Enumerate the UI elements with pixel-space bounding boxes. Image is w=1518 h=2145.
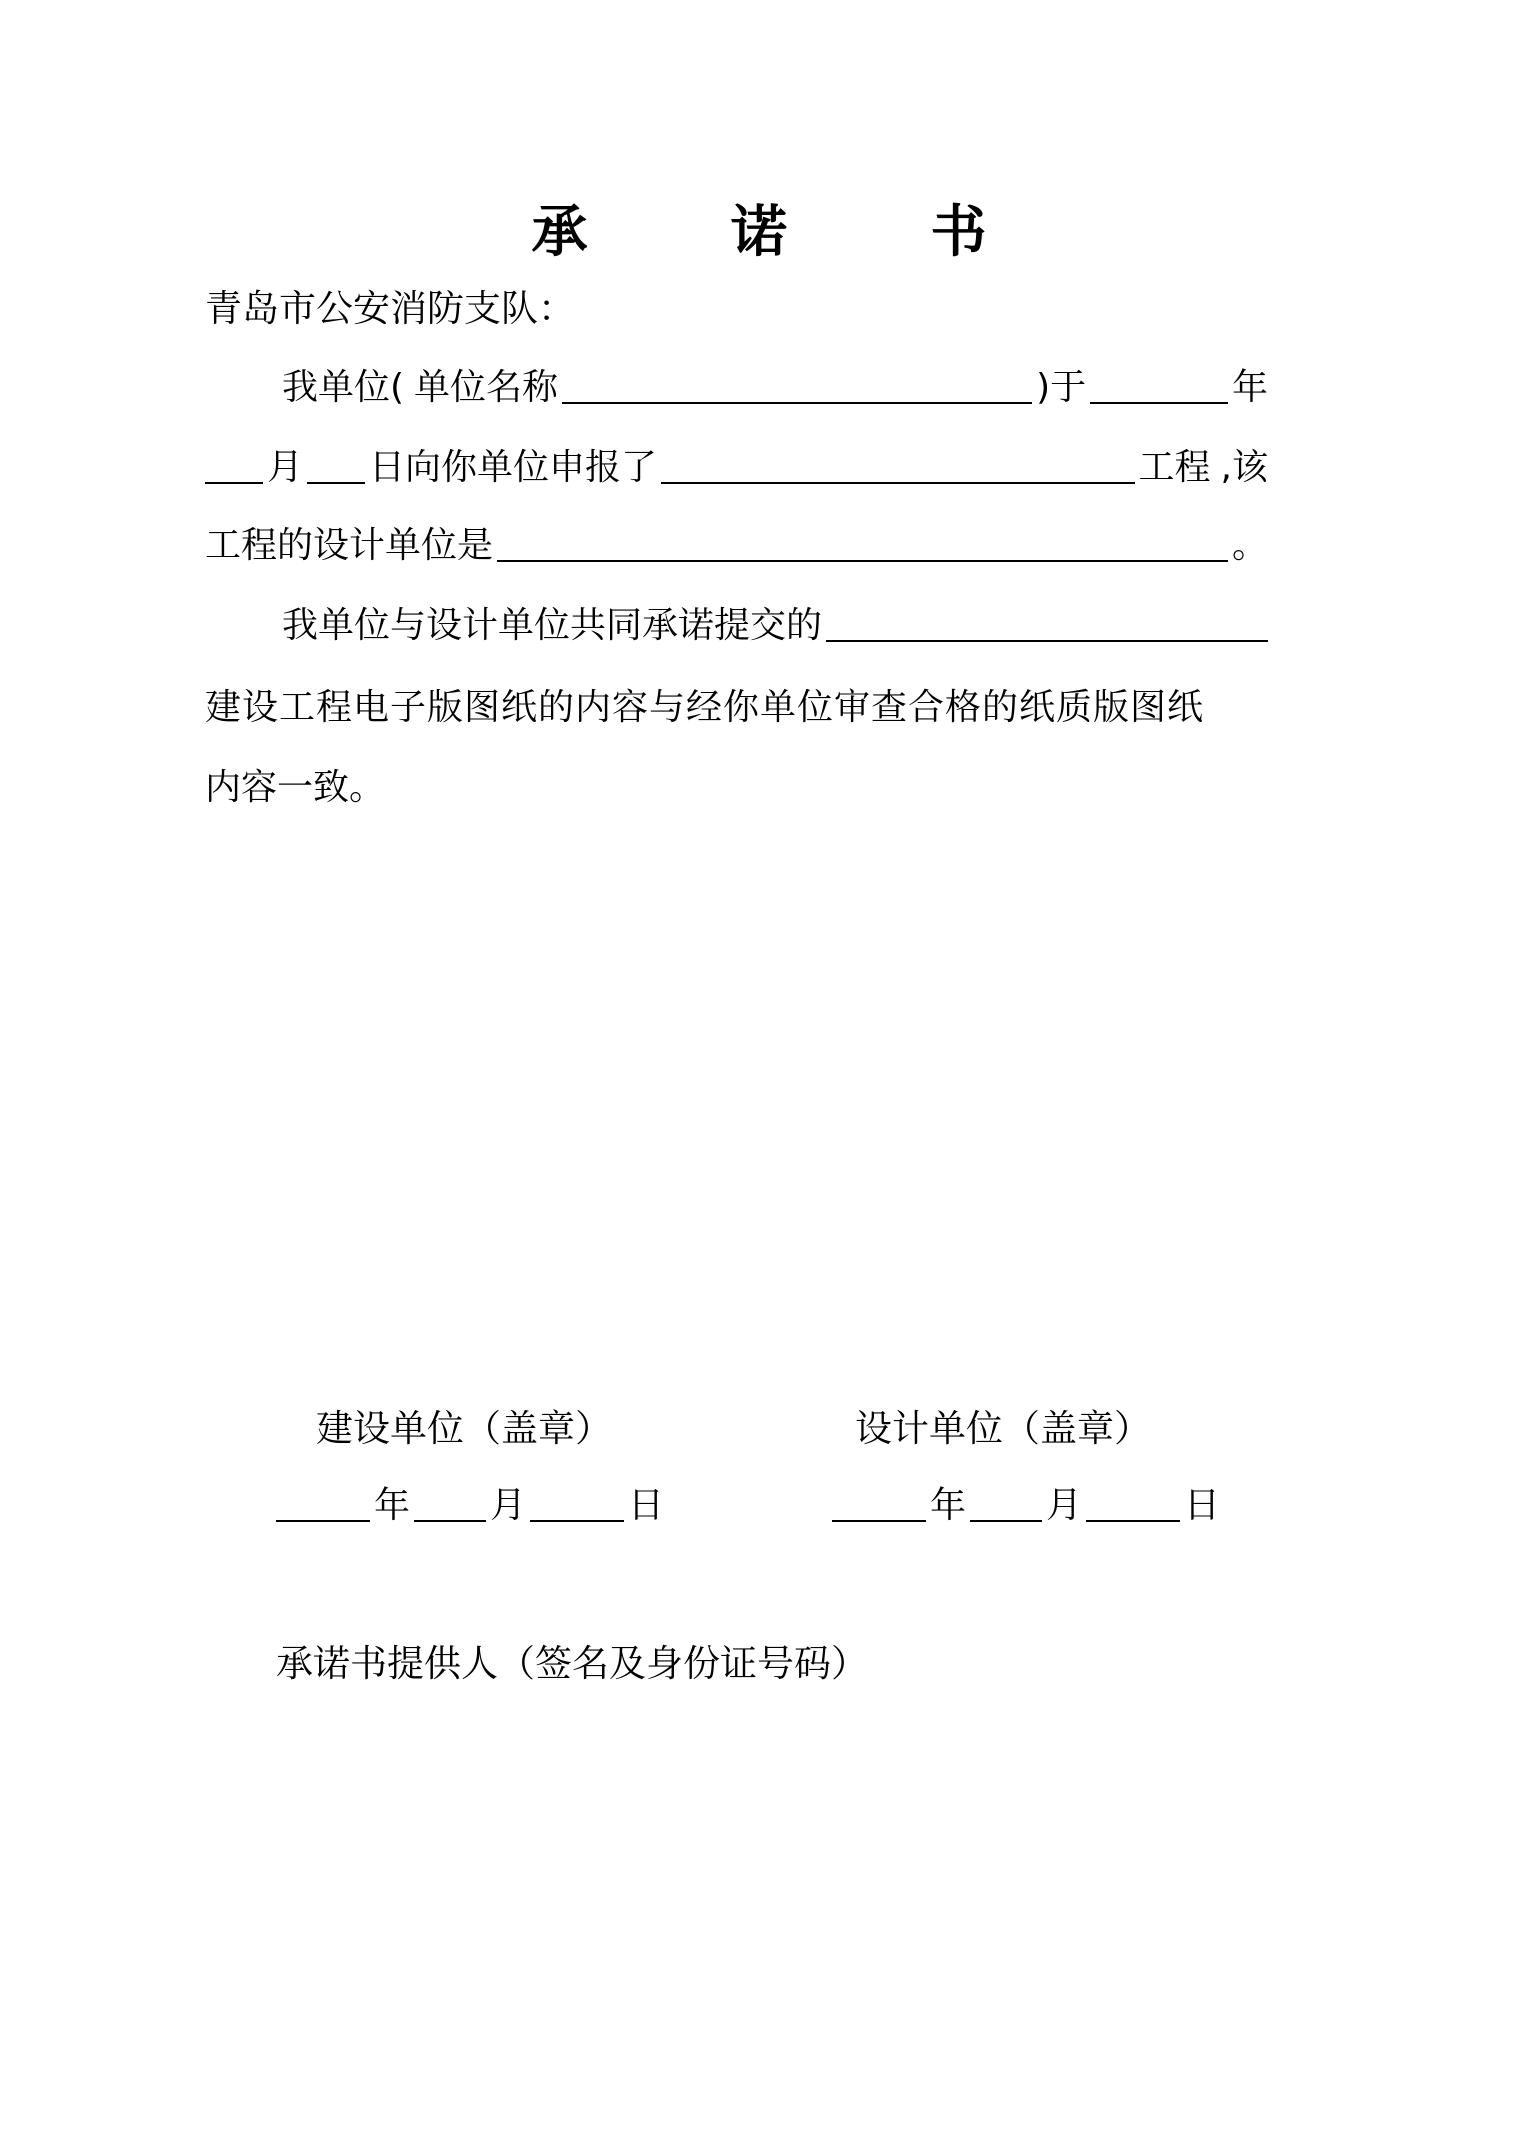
- date-month-label: 月: [1046, 1485, 1083, 1526]
- design-unit-seal-label: 设计单位（盖章）: [855, 1407, 1151, 1450]
- para1-text: 日向你单位申报了: [369, 447, 658, 488]
- month-blank[interactable]: [205, 444, 263, 484]
- para2-line3: [205, 760, 1268, 810]
- submission-blank[interactable]: [826, 602, 1268, 642]
- construction-unit-seal-label: 建设单位（盖章）: [316, 1407, 612, 1450]
- para1-text: 月: [267, 447, 304, 488]
- para1-line1: [282, 360, 1268, 410]
- day-blank[interactable]: [307, 444, 365, 484]
- date-year-label: 年: [374, 1485, 411, 1526]
- para1-text: 工程的设计单位是: [205, 525, 494, 566]
- design-date-row: [832, 1478, 1220, 1528]
- para1-text: 工程: [1138, 447, 1211, 488]
- date-month-label: 月: [490, 1485, 527, 1526]
- construction-month-blank[interactable]: [414, 1482, 486, 1522]
- document-title: 承 诺 书: [531, 200, 1049, 265]
- design-month-blank[interactable]: [970, 1482, 1042, 1522]
- para1-text: )于: [1036, 367, 1087, 408]
- para2-text: 我单位与设计单位共同承诺提交的: [282, 605, 823, 646]
- para1-text: 。: [1231, 525, 1268, 566]
- para2-text: 内容一致。: [205, 767, 386, 808]
- para1-text: 单位名称: [414, 367, 559, 408]
- para1-line2: [205, 440, 1268, 490]
- para1-text: 年: [1231, 367, 1268, 408]
- project-name-blank[interactable]: [661, 444, 1135, 484]
- construction-year-blank[interactable]: [276, 1482, 370, 1522]
- date-day-label: 日: [628, 1485, 665, 1526]
- para1-text: ,该: [1220, 447, 1268, 488]
- design-year-blank[interactable]: [832, 1482, 926, 1522]
- recipient-line: 青岛市公安消防支队：: [205, 287, 575, 330]
- construction-day-blank[interactable]: [530, 1482, 624, 1522]
- unit-name-blank[interactable]: [562, 364, 1032, 404]
- para1-text: 我单位(: [282, 367, 405, 408]
- year-blank[interactable]: [1090, 364, 1228, 404]
- construction-date-row: [276, 1478, 664, 1528]
- para2-text: 建设工程电子版图纸的内容与经你单位审查合格的纸质版图纸: [205, 687, 1205, 728]
- para2-line1: [282, 598, 1268, 648]
- para2-line2: [205, 680, 1268, 730]
- date-day-label: 日: [1184, 1485, 1221, 1526]
- provider-signature-label: 承诺书提供人（签名及身份证号码）: [276, 1642, 868, 1685]
- design-unit-blank[interactable]: [497, 522, 1228, 562]
- date-year-label: 年: [930, 1485, 967, 1526]
- design-day-blank[interactable]: [1086, 1482, 1180, 1522]
- para1-line3: [205, 518, 1268, 568]
